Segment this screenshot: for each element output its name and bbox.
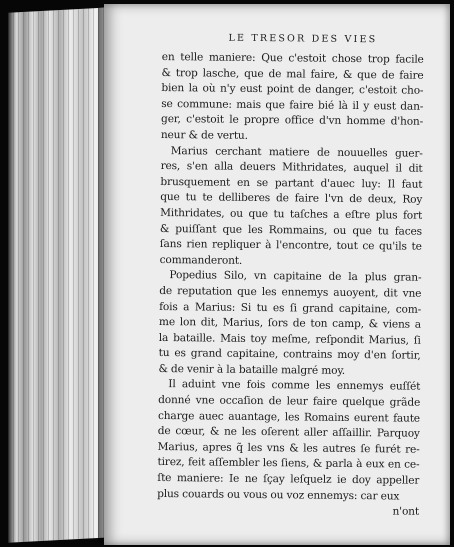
text-line: Marius cerchant matiere de nouuelles guer- [170,144,423,160]
text-line: ſte maniere: Ie ne ſçay leſquelz ie doy appeller [157,472,420,487]
paragraph [158,268,421,380]
text-line: se commune: mais que faire bié là il y eust dan- [161,97,424,113]
text-line: bien la où n'y eust point de danger, c'estoit cho- [161,82,424,97]
page-fore-edge [8,7,112,542]
text-line: commanderont. [159,253,243,267]
text-line: la bataille. Mais toy meſme, reſpondit Marius, ſi [158,331,421,347]
book-page [104,4,450,545]
text-line: Mithridates, ou que tu taſches a eſtre plus fort [160,206,423,222]
text-line: de reputation que les ennemys auoyent, dit vne [159,284,422,300]
text-line: donné vne occaſion de leur faire quelque grãde [158,394,421,409]
text-line: plus couards ou vous ou voz ennemys: car eux [157,487,400,503]
running-head: LE TRESOR DES VIES [228,32,378,46]
text-line: de cœur, & ne les oſerent aller aſſaillir. Parquoy [157,425,420,440]
text-line: en telle maniere: Que c'estoit chose trop facile [161,50,424,66]
paragraph [157,377,420,504]
text-line: res, s'en alla deuers Mithridates, auquel il dit [160,160,423,175]
text-line: ger, c'estoit le propre office d'vn homme d'hon- [161,113,424,129]
text-line: & de venir à la bataille malgré moy. [158,362,346,377]
catchword: n'ont [392,505,420,518]
text-line: brusquement en se partant d'auec luy: Il faut [160,175,423,191]
text-line: Marius, apres q̃ les vns & les autres ſe furét re- [157,440,420,456]
page-text-block [157,32,424,521]
text-line: que tu te delliberes de faire l'vn de deux, Roy [160,191,423,207]
text-line: & puiſſant que les Rommains, ou que tu faces [159,222,422,238]
text-line: neur & de vertu. [160,128,248,142]
page-edge-lines [8,7,112,542]
paragraph [161,50,424,146]
text-line: ſans rien repliquer à l'encontre, tout ce qu'ils te [159,238,422,253]
text-line: tu es grand capitaine, contrains moy d'en ſortir, [158,347,421,363]
paragraph [160,144,423,271]
text-line: & trop lasche, que de mal faire, & que de faire [161,66,424,82]
text-line: me lon dit, Marius, ſors de ton camp, & viens a [158,316,422,331]
text-line: charge auec auantage, les Romains eurent faute [157,409,421,425]
page-body [157,50,424,505]
text-line: Il aduint vne fois comme les ennemys euſſét [168,378,421,394]
text-line: Popedius Silo, vn capitaine de la plus gran- [169,269,422,285]
text-line: fois a Marius: Si tu es ſi grand capitaine, com- [159,300,422,316]
text-line: tirez, feit aſſembler les ſiens, & parla à eux en ce- [157,456,420,472]
